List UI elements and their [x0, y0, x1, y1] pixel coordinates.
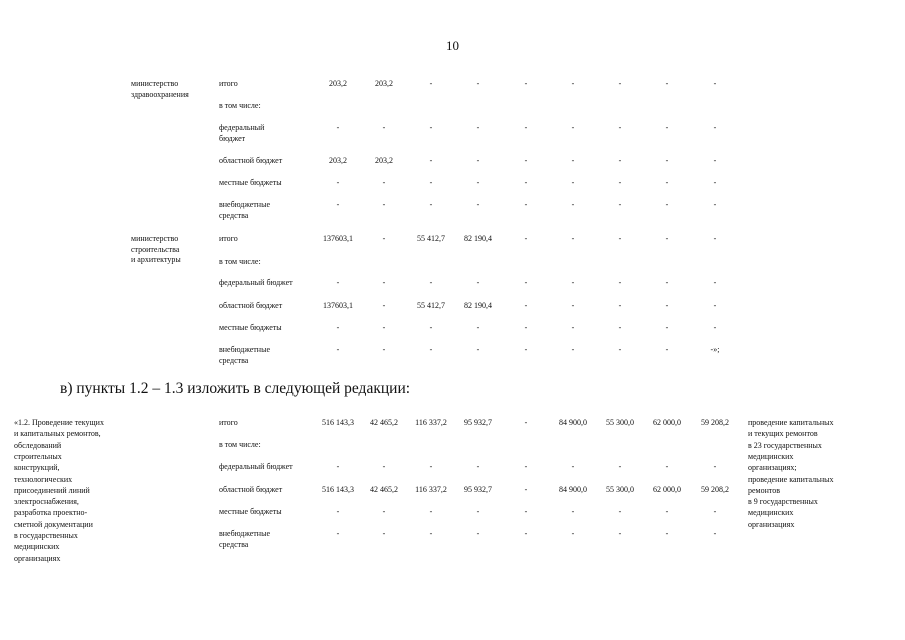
value-cell: -	[382, 278, 386, 287]
block3-item-line: «1.2. Проведение текущих	[14, 418, 104, 427]
value-cell: -	[713, 79, 717, 88]
value-cell: -	[524, 418, 528, 427]
value-cell: -	[336, 123, 340, 132]
value-cell: -	[713, 156, 717, 165]
row-label: итого	[219, 79, 238, 88]
result-text: проведение капитальных	[748, 418, 834, 427]
value-cell: -	[429, 507, 433, 516]
result-text: и текущих ремонтов	[748, 429, 818, 439]
value-cell: -	[476, 79, 480, 88]
value-cell: -	[336, 529, 340, 538]
value-cell: 203,2	[329, 156, 347, 165]
block2-org-line: министерство	[131, 234, 179, 243]
result-text: организациях	[748, 519, 795, 529]
value-cell: -	[571, 79, 575, 88]
row-label: средства	[219, 355, 249, 365]
result-text: медицинских	[748, 451, 794, 461]
value-cell: -	[382, 507, 386, 516]
row-label: внебюджетные	[219, 200, 270, 209]
block3-item-line: организациях	[14, 553, 61, 563]
value-cell: -	[429, 323, 433, 332]
value-cell: -	[524, 123, 528, 132]
value-cell: 95 932,7	[464, 485, 492, 494]
value-cell: -	[524, 156, 528, 165]
value-cell: -	[713, 301, 717, 310]
row-label: местные бюджеты	[219, 178, 282, 187]
value-cell: 62 000,0	[653, 485, 681, 494]
value-cell: -	[524, 485, 528, 494]
value-cell: -	[524, 79, 528, 88]
value-cell: -	[429, 200, 433, 209]
block3-item-line: присоединений линий	[14, 485, 90, 495]
value-cell: -	[618, 79, 622, 88]
value-cell: -	[665, 323, 669, 332]
value-cell: -	[382, 301, 386, 310]
value-cell: 203,2	[375, 156, 393, 165]
value-cell: -	[618, 278, 622, 287]
value-cell: -	[524, 345, 528, 354]
value-cell: -	[665, 278, 669, 287]
value-cell: -	[476, 123, 480, 132]
value-cell: -	[336, 345, 340, 354]
value-cell: 137603,1	[323, 234, 353, 243]
value-cell: 55 300,0	[606, 485, 634, 494]
value-cell: -	[713, 462, 717, 471]
page-number: 10	[446, 38, 459, 53]
result-text: в 23 государственных	[748, 440, 822, 450]
value-cell: -	[571, 507, 575, 516]
value-cell: -	[571, 156, 575, 165]
value-cell: 203,2	[375, 79, 393, 88]
value-cell: -	[476, 345, 480, 354]
block3-item-line: в государственных	[14, 531, 78, 540]
value-cell: -	[665, 234, 669, 243]
value-cell: -	[713, 278, 717, 287]
value-cell: -	[618, 200, 622, 209]
value-cell: -	[382, 200, 386, 209]
value-cell: -	[382, 323, 386, 332]
block3-item-line: конструкций,	[14, 463, 60, 473]
value-cell: -	[571, 462, 575, 471]
value-cell: 59 208,2	[701, 418, 729, 427]
value-cell: -	[571, 200, 575, 209]
value-cell: -	[665, 178, 669, 187]
block3-item-line: и капитальных ремонтов,	[14, 429, 101, 439]
value-cell: -	[476, 507, 480, 516]
row-label: местные бюджеты	[219, 323, 282, 332]
value-cell: -	[429, 529, 433, 538]
value-cell: -	[665, 529, 669, 538]
value-cell: -	[336, 323, 340, 332]
value-cell: -	[618, 345, 622, 354]
value-cell: 84 900,0	[559, 418, 587, 427]
value-cell: 84 900,0	[559, 485, 587, 494]
value-cell: -	[336, 200, 340, 209]
value-cell: 42 465,2	[370, 418, 398, 427]
row-label: итого	[219, 234, 238, 243]
value-cell: 59 208,2	[701, 485, 729, 494]
value-cell: -	[571, 178, 575, 187]
block1-org-line: здравоохранения	[131, 89, 189, 99]
value-cell: -	[524, 278, 528, 287]
block3-item-line: разработка проектно-	[14, 508, 88, 518]
value-cell: 516 143,3	[322, 418, 354, 427]
value-cell: -	[382, 234, 386, 243]
value-cell: 95 932,7	[464, 418, 492, 427]
block3-item-line: строительных	[14, 451, 62, 461]
value-cell: 55 300,0	[606, 418, 634, 427]
value-cell: -	[476, 323, 480, 332]
value-cell: -	[665, 301, 669, 310]
value-cell: -	[429, 178, 433, 187]
value-cell: -	[382, 345, 386, 354]
value-cell: -	[618, 462, 622, 471]
value-cell: 203,2	[329, 79, 347, 88]
value-cell: -	[571, 301, 575, 310]
block3-item-line: технологических	[14, 474, 73, 484]
value-cell: -	[336, 278, 340, 287]
value-cell: -	[713, 123, 717, 132]
amendment-instruction: в) пункты 1.2 – 1.3 изложить в следующей редакции:	[60, 380, 411, 397]
value-cell: 82 190,4	[464, 301, 492, 310]
row-label: бюджет	[219, 133, 246, 143]
row-label: в том числе:	[219, 257, 261, 266]
row-label: в том числе:	[219, 440, 261, 449]
value-cell: -	[665, 345, 669, 354]
result-text: медицинских	[748, 508, 794, 518]
value-cell: -	[429, 123, 433, 132]
value-cell: -	[429, 345, 433, 354]
row-label: итого	[219, 418, 238, 427]
value-cell: -	[665, 507, 669, 516]
value-cell: -	[571, 529, 575, 538]
value-cell: -	[665, 156, 669, 165]
value-cell: -	[713, 234, 717, 243]
value-cell: -	[382, 529, 386, 538]
value-cell: -	[476, 529, 480, 538]
value-cell: -	[618, 178, 622, 187]
block3-item-line: обследований	[14, 440, 62, 450]
block2-org-line: и архитектуры	[131, 255, 181, 264]
value-cell: -	[524, 178, 528, 187]
value-cell: 82 190,4	[464, 234, 492, 243]
value-cell: -	[429, 79, 433, 88]
value-cell: -	[713, 529, 717, 538]
row-label: областной бюджет	[219, 156, 283, 165]
value-cell: -	[429, 156, 433, 165]
value-cell: -	[571, 323, 575, 332]
value-cell: 137603,1	[323, 301, 353, 310]
block3-item-line: сметной документации	[14, 519, 93, 529]
value-cell: -	[665, 462, 669, 471]
value-cell: -	[571, 278, 575, 287]
value-cell: -	[524, 462, 528, 471]
row-label: средства	[219, 210, 249, 220]
row-label: внебюджетные	[219, 345, 270, 354]
value-cell: -	[382, 123, 386, 132]
result-text: проведение капитальных	[748, 474, 834, 484]
block2-org-line: строительства	[131, 244, 180, 254]
value-cell: -	[618, 234, 622, 243]
value-cell: -	[336, 462, 340, 471]
value-cell: -	[476, 278, 480, 287]
row-label: федеральный бюджет	[219, 462, 293, 471]
value-cell: -»;	[710, 345, 720, 354]
value-cell: -	[524, 301, 528, 310]
value-cell: 42 465,2	[370, 485, 398, 494]
value-cell: 55 412,7	[417, 234, 445, 243]
value-cell: -	[713, 200, 717, 209]
value-cell: -	[336, 507, 340, 516]
block3-item-line: медицинских	[14, 542, 60, 552]
value-cell: 62 000,0	[653, 418, 681, 427]
value-cell: -	[524, 529, 528, 538]
value-cell: -	[665, 79, 669, 88]
value-cell: -	[476, 178, 480, 187]
row-label: федеральный бюджет	[219, 278, 293, 287]
value-cell: -	[618, 123, 622, 132]
value-cell: -	[524, 200, 528, 209]
value-cell: -	[524, 507, 528, 516]
value-cell: -	[571, 234, 575, 243]
row-label: в том числе:	[219, 101, 261, 110]
value-cell: -	[713, 323, 717, 332]
value-cell: -	[524, 323, 528, 332]
result-text: в 9 государственных	[748, 497, 818, 507]
value-cell: -	[429, 462, 433, 471]
value-cell: -	[713, 507, 717, 516]
value-cell: -	[476, 200, 480, 209]
value-cell: 516 143,3	[322, 485, 354, 494]
value-cell: -	[618, 507, 622, 516]
value-cell: -	[665, 123, 669, 132]
value-cell: -	[429, 278, 433, 287]
value-cell: -	[476, 462, 480, 471]
value-cell: -	[382, 462, 386, 471]
result-text: организациях;	[748, 463, 797, 473]
block3-item-line: электроснабжения,	[14, 497, 79, 507]
value-cell: -	[618, 156, 622, 165]
value-cell: -	[476, 156, 480, 165]
block1-org-line: министерство	[131, 79, 179, 88]
value-cell: -	[571, 123, 575, 132]
value-cell: -	[382, 178, 386, 187]
row-label: областной бюджет	[219, 301, 283, 310]
row-label: средства	[219, 539, 249, 549]
value-cell: -	[713, 178, 717, 187]
value-cell: -	[618, 529, 622, 538]
value-cell: -	[618, 301, 622, 310]
value-cell: 116 337,2	[415, 418, 447, 427]
value-cell: -	[571, 345, 575, 354]
row-label: местные бюджеты	[219, 507, 282, 516]
value-cell: 55 412,7	[417, 301, 445, 310]
value-cell: -	[618, 323, 622, 332]
row-label: внебюджетные	[219, 529, 270, 538]
result-text: ремонтов	[748, 485, 781, 495]
row-label: областной бюджет	[219, 485, 283, 494]
row-label: федеральный	[219, 123, 265, 132]
value-cell: -	[524, 234, 528, 243]
value-cell: -	[665, 200, 669, 209]
value-cell: -	[336, 178, 340, 187]
value-cell: 116 337,2	[415, 485, 447, 494]
